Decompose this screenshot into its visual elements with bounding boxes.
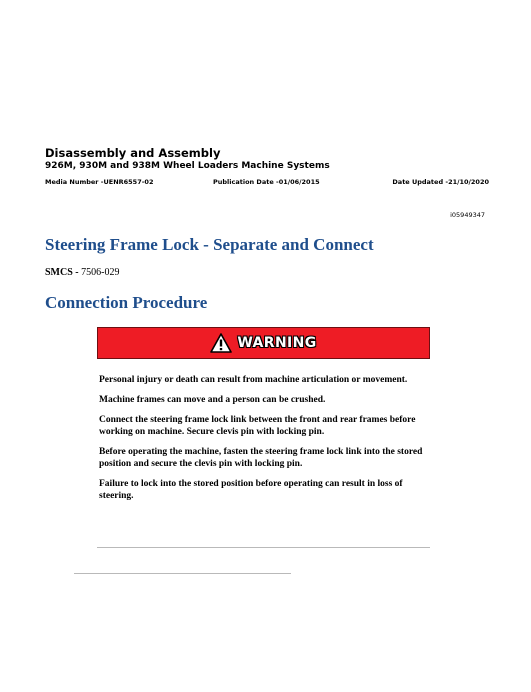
publication-date: Publication Date -01/06/2015 xyxy=(213,178,320,186)
smcs-code xyxy=(45,267,119,278)
warning-paragraph: Failure to lock into the stored position before operating can result in loss of steering. xyxy=(99,479,403,501)
warning-paragraph: Connect the steering frame lock link between the front and rear frames before working on machine. Secure clevis pin with locking pin. xyxy=(99,415,416,437)
smcs-label: SMCS - xyxy=(45,267,79,278)
smcs-value: 7506-029 xyxy=(81,267,120,278)
warning-paragraph: Before operating the machine, fasten the steering frame lock link into the stored position and secure the clevis pin with locking pin. xyxy=(99,447,423,469)
media-number: Media Number -UENR6557-02 xyxy=(45,178,154,186)
date-updated: Date Updated -21/10/2020 xyxy=(392,178,489,186)
warning-banner-content xyxy=(210,333,316,353)
warning-paragraph: Machine frames can move and a person can be crushed. xyxy=(99,395,326,405)
warning-paragraph: Personal injury or death can result from machine articulation or movement. xyxy=(99,375,408,385)
document-type-title: Disassembly and Assembly xyxy=(45,146,221,160)
warning-divider xyxy=(97,547,430,548)
warning-banner xyxy=(97,327,430,359)
warning-triangle-icon xyxy=(210,333,232,353)
section-heading: Connection Procedure xyxy=(45,293,208,312)
meta-row xyxy=(45,176,489,188)
document-header xyxy=(45,146,489,188)
document-id: i05949347 xyxy=(450,211,485,219)
warning-text xyxy=(99,374,433,510)
warning-label: WARNING xyxy=(237,335,317,351)
section-divider xyxy=(74,573,291,574)
document-subtitle: 926M, 930M and 938M Wheel Loaders Machine Systems xyxy=(45,161,330,171)
page-title: Steering Frame Lock - Separate and Connect xyxy=(45,235,374,254)
